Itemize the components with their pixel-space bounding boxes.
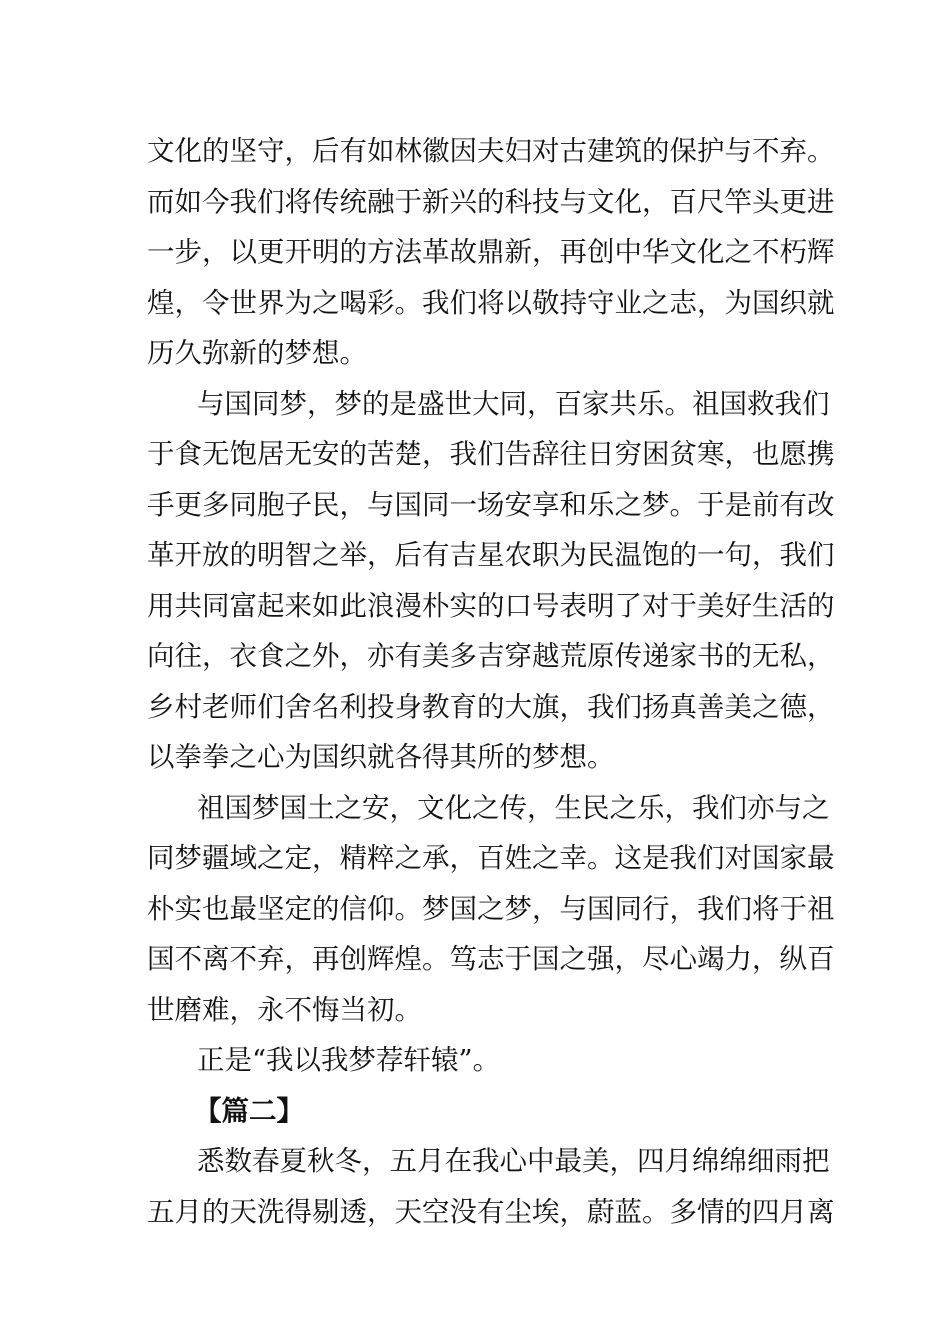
text-line: 历久弥新的梦想。 (147, 337, 367, 369)
text-line: 文化的坚守，后有如林徽因夫妇对古建筑的保护与不弃。 (147, 135, 835, 167)
text-line: 用共同富起来如此浪漫朴实的口号表明了对于美好生活的 (147, 589, 835, 622)
text-line: 煌，令世界为之喝彩。我们将以敬持守业之志，为国织就 (147, 286, 835, 319)
text-line: 而如今我们将传统融于新兴的科技与文化，百尺竿头更进 (147, 185, 835, 218)
paragraph-start-line: 正是“我以我梦荐轩辕”。 (197, 1044, 501, 1076)
text-line: 乡村老师们舍名利投身教育的大旗，我们扬真善美之德， (147, 690, 835, 723)
text-line: 革开放的明智之举，后有吉星农职为民温饱的一句，我们 (147, 539, 835, 571)
section-heading: 【篇二】 (194, 1094, 304, 1127)
text-line: 五月的天洗得剔透，天空没有尘埃，蔚蓝。多情的四月离 (147, 1195, 835, 1228)
paragraph-start-line: 与国同梦，梦的是盛世大同，百家共乐。祖国救我们 (197, 387, 830, 420)
text-line: 国不离不弃，再创辉煌。笃志于国之强，尽心竭力，纵百 (147, 943, 835, 975)
paragraph-start-line: 祖国梦国土之安，文化之传，生民之乐，我们亦与之 (197, 791, 830, 824)
text-line: 同梦疆域之定，精粹之承，百姓之幸。这是我们对国家最 (147, 842, 835, 874)
text-line: 世磨难，永不悔当初。 (147, 993, 422, 1026)
text-line: 一步，以更开明的方法革故鼎新，再创中华文化之不朽辉 (147, 236, 835, 268)
text-line: 以拳拳之心为国织就各得其所的梦想。 (147, 741, 615, 773)
paragraph-start-line: 悉数春夏秋冬，五月在我心中最美，四月绵绵细雨把 (197, 1145, 830, 1177)
text-line: 朴实也最坚定的信仰。梦国之梦，与国同行，我们将于祖 (147, 892, 835, 925)
text-line: 向往，衣食之外，亦有美多吉穿越荒原传递家书的无私， (147, 640, 835, 672)
text-line: 手更多同胞子民，与国同一场安享和乐之梦。于是前有改 (147, 488, 835, 521)
text-line: 于食无饱居无安的苦楚，我们告辞往日穷困贫寒，也愿携 (147, 438, 835, 470)
document-body (147, 126, 835, 1237)
